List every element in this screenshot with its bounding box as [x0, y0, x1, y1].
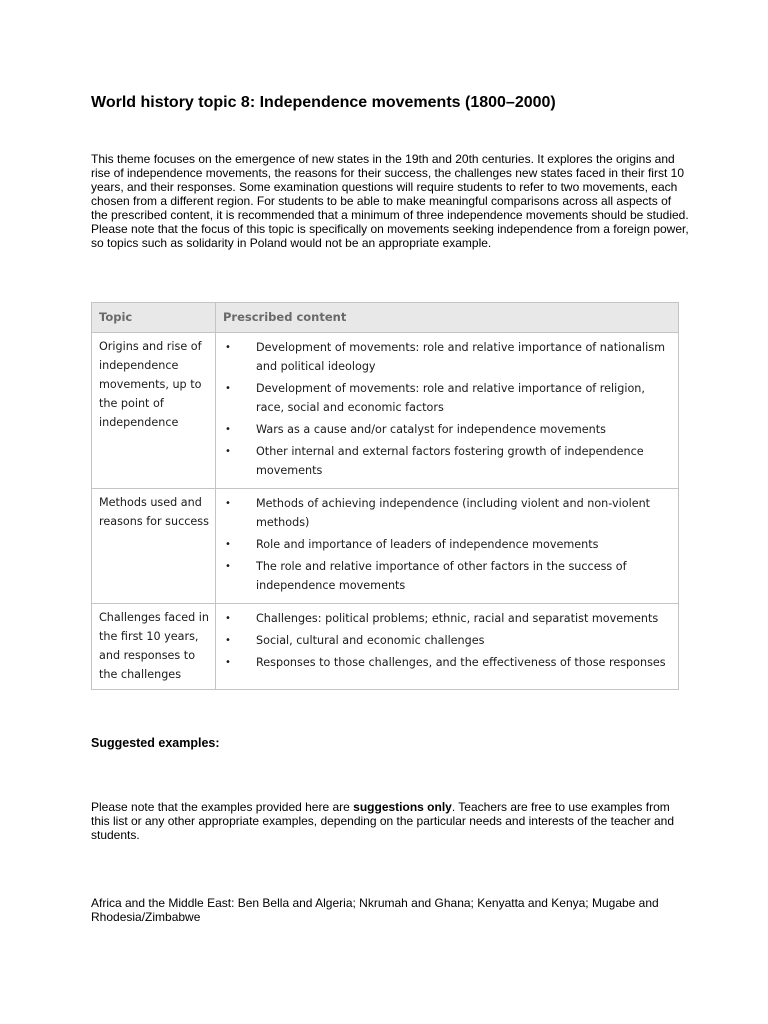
prescribed-content-table — [91, 302, 679, 690]
topic-cell: Challenges faced in the first 10 years, and responses to the challenges — [92, 604, 216, 690]
list-item: • Challenges: political problems; ethnic, racial and separatist movements — [223, 609, 672, 628]
list-item: • The role and relative importance of other factors in the success of independence movements — [223, 557, 672, 595]
note-bold: suggestions only — [353, 800, 452, 814]
list-item: • Wars as a cause and/or catalyst for independence movements — [223, 420, 672, 439]
africa-middle-east-examples: Africa and the Middle East: Ben Bella and Algeria; Nkrumah and Ghana; Kenyatta and Kenya; Mugabe and Rhodesia/Zimbabwe — [91, 896, 659, 924]
suggested-examples-heading: Suggested examples: — [91, 736, 220, 750]
table-header-row — [92, 303, 679, 333]
note-text-start: Please note that the examples provided here are — [91, 800, 354, 814]
list-item: • Other internal and external factors fostering growth of independence movements — [223, 442, 672, 480]
bullet-list — [223, 494, 672, 595]
suggestions-note — [91, 800, 691, 842]
page-title: World history topic 8: Independence movements (1800–2000) — [91, 94, 556, 111]
header-prescribed-content: Prescribed content — [216, 303, 679, 333]
table-row — [92, 333, 679, 489]
topic-cell: Origins and rise of independence movements, up to the point of independence — [92, 333, 216, 489]
list-item: • Responses to those challenges, and the effectiveness of those responses — [223, 653, 672, 672]
content-cell — [216, 604, 679, 690]
table-row — [92, 489, 679, 604]
content-cell — [216, 333, 679, 489]
list-item: • Development of movements: role and relative importance of religion, race, social and economic factors — [223, 379, 672, 417]
list-item: • Methods of achieving independence (including violent and non-violent methods) — [223, 494, 672, 532]
bullet-list — [223, 338, 672, 480]
list-item: • Social, cultural and economic challenges — [223, 631, 672, 650]
topic-cell: Methods used and reasons for success — [92, 489, 216, 604]
list-item: • Role and importance of leaders of independence movements — [223, 535, 672, 554]
list-item: • Development of movements: role and relative importance of nationalism and political ideology — [223, 338, 672, 376]
bullet-list — [223, 609, 672, 672]
intro-paragraph: This theme focuses on the emergence of new states in the 19th and 20th centuries. It explores the origins and rise of independence movements, the reasons for their success, the challenges new states faced in their first 10 years, and their responses. Some examination questions will require students to refer to two movements, each chosen from a different region. For students to be able to make meaningful comparisons across all aspects of the prescribed content, it is recommended that a minimum of three independence movements should be studied. Please note that the focus of this topic is specifically on movements seeking independence from a foreign power, so topics such as solidarity in Poland would not be an appropriate example. — [91, 152, 689, 250]
content-cell — [216, 489, 679, 604]
table-row — [92, 604, 679, 690]
header-topic: Topic — [92, 303, 216, 333]
note-text-end: . Teachers are free to use examples from this list or any other appropriate examples, depending on the particular needs and interests of the teacher and students. — [91, 800, 675, 842]
